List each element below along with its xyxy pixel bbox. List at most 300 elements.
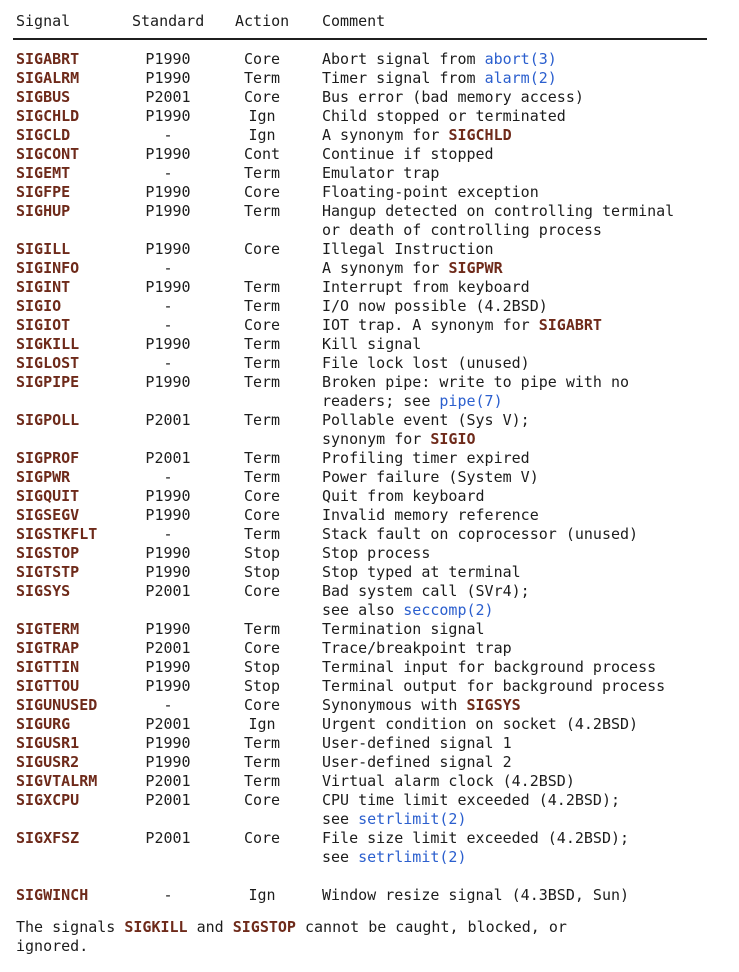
signal-name: SIGABRT — [16, 50, 80, 68]
text-segment: Invalid memory reference — [322, 506, 539, 524]
table-row — [16, 734, 726, 753]
signal-action: Core — [243, 829, 281, 847]
signal-comment — [322, 677, 726, 696]
signal-comment — [322, 506, 726, 525]
signal-name: SIGUSR1 — [16, 734, 80, 752]
signal-standard: - — [163, 468, 173, 486]
comment-line — [322, 202, 726, 221]
signal-action: Core — [243, 506, 281, 524]
signal-comment — [322, 297, 726, 316]
signals-table-body — [16, 50, 726, 905]
signal-action: Term — [243, 753, 281, 771]
signal-standard: P1990 — [145, 544, 191, 562]
signal-action: Ign — [248, 126, 276, 144]
text-segment: A synonym for — [322, 259, 449, 277]
text-segment: CPU time limit exceeded (4.2BSD); — [322, 791, 621, 809]
signal-standard: P1990 — [145, 753, 191, 771]
signal-name: SIGTRAP — [16, 639, 80, 657]
table-row — [16, 753, 726, 772]
text-segment: Pollable event (Sys V); — [322, 411, 530, 429]
signal-standard: P2001 — [145, 772, 191, 790]
signal-comment — [322, 563, 726, 582]
header-divider — [13, 38, 707, 40]
text-segment: Illegal Instruction — [322, 240, 494, 258]
signal-ref: SIGKILL — [124, 918, 188, 936]
signal-name: SIGXCPU — [16, 791, 80, 809]
signal-comment — [322, 354, 726, 373]
signal-name: SIGSTOP — [16, 544, 80, 562]
comment-line — [322, 316, 726, 335]
signal-comment — [322, 278, 726, 297]
signal-name: SIGTERM — [16, 620, 80, 638]
signal-ref: SIGCHLD — [448, 126, 512, 144]
signal-name: SIGCHLD — [16, 107, 80, 125]
table-row — [16, 164, 726, 183]
text-segment: Terminal output for background process — [322, 677, 666, 695]
signal-standard: - — [163, 886, 173, 904]
signal-comment — [322, 183, 726, 202]
signal-action: Core — [243, 791, 281, 809]
manpage-link[interactable]: setrlimit(2) — [358, 848, 467, 866]
signal-comment — [322, 69, 726, 88]
signal-comment — [322, 202, 726, 240]
text-segment: I/O now possible (4.2BSD) — [322, 297, 548, 315]
footer-note — [16, 918, 726, 956]
text-segment: Timer signal from — [322, 69, 485, 87]
text-segment: Synonymous with — [322, 696, 467, 714]
table-row — [16, 487, 726, 506]
table-row — [16, 696, 726, 715]
signal-action: Core — [243, 316, 281, 334]
text-segment: Trace/breakpoint trap — [322, 639, 512, 657]
signal-name: SIGKILL — [16, 335, 80, 353]
signal-comment — [322, 411, 726, 449]
signal-action: Term — [243, 620, 281, 638]
comment-line — [322, 164, 726, 183]
table-row — [16, 791, 726, 829]
signal-standard: P2001 — [145, 829, 191, 847]
signal-comment — [322, 373, 726, 411]
comment-line — [322, 392, 726, 411]
table-row — [16, 88, 726, 107]
comment-line — [322, 278, 726, 297]
signal-action: Term — [243, 468, 281, 486]
text-segment: Power failure (System V) — [322, 468, 539, 486]
signal-name: SIGIO — [16, 297, 62, 315]
table-row — [16, 373, 726, 411]
comment-line — [322, 772, 726, 791]
signal-standard: P1990 — [145, 69, 191, 87]
comment-line — [322, 411, 726, 430]
signal-standard: P1990 — [145, 506, 191, 524]
comment-line — [322, 259, 726, 278]
text-segment: ignored. — [16, 937, 89, 955]
signal-name: SIGLOST — [16, 354, 80, 372]
signal-action: Stop — [243, 563, 281, 581]
comment-line — [322, 335, 726, 354]
signal-name: SIGSYS — [16, 582, 71, 600]
table-header-row — [16, 12, 726, 31]
signal-standard: - — [163, 316, 173, 334]
signal-action: Ign — [248, 107, 276, 125]
footer-line — [16, 937, 726, 956]
signal-name: SIGUSR2 — [16, 753, 80, 771]
signal-action: Term — [243, 525, 281, 543]
signal-name: SIGSEGV — [16, 506, 80, 524]
table-row — [16, 525, 726, 544]
table-row — [16, 145, 726, 164]
signal-standard: - — [163, 126, 173, 144]
comment-line — [322, 69, 726, 88]
signal-comment — [322, 753, 726, 772]
signal-action: Term — [243, 278, 281, 296]
comment-line — [322, 50, 726, 69]
manpage-link[interactable]: seccomp(2) — [403, 601, 494, 619]
signal-comment — [322, 582, 726, 620]
signal-comment — [322, 487, 726, 506]
signal-name: SIGPOLL — [16, 411, 80, 429]
table-row — [16, 639, 726, 658]
comment-line — [322, 753, 726, 772]
signal-name: SIGTSTP — [16, 563, 80, 581]
signal-standard: P1990 — [145, 734, 191, 752]
comment-line — [322, 487, 726, 506]
signal-name: SIGURG — [16, 715, 71, 733]
comment-line — [322, 88, 726, 107]
table-row — [16, 202, 726, 240]
table-row — [16, 50, 726, 69]
comment-line — [322, 829, 726, 848]
text-segment: Interrupt from keyboard — [322, 278, 530, 296]
signal-comment — [322, 620, 726, 639]
comment-line — [322, 240, 726, 259]
signal-name: SIGALRM — [16, 69, 80, 87]
signal-name: SIGFPE — [16, 183, 71, 201]
table-row — [16, 107, 726, 126]
signal-standard: P1990 — [145, 240, 191, 258]
comment-line — [322, 563, 726, 582]
signal-standard: - — [163, 297, 173, 315]
comment-line — [322, 886, 726, 905]
text-segment: Child stopped or terminated — [322, 107, 566, 125]
signal-comment — [322, 449, 726, 468]
signal-comment — [322, 164, 726, 183]
text-segment: Stop process — [322, 544, 431, 562]
signal-standard: P2001 — [145, 791, 191, 809]
text-segment: Kill signal — [322, 335, 422, 353]
column-header-comment: Comment — [322, 12, 386, 30]
table-row — [16, 506, 726, 525]
table-row — [16, 411, 726, 449]
signal-comment — [322, 88, 726, 107]
comment-line — [322, 601, 726, 620]
table-row — [16, 468, 726, 487]
text-segment: A synonym for — [322, 126, 449, 144]
signal-name: SIGPROF — [16, 449, 80, 467]
signal-name: SIGPWR — [16, 468, 71, 486]
text-segment: Floating-point exception — [322, 183, 539, 201]
signal-standard: P1990 — [145, 278, 191, 296]
comment-line — [322, 715, 726, 734]
signal-standard: P2001 — [145, 449, 191, 467]
text-segment: see — [322, 810, 359, 828]
text-segment: Profiling timer expired — [322, 449, 530, 467]
comment-line — [322, 449, 726, 468]
comment-line — [322, 639, 726, 658]
signal-comment — [322, 544, 726, 563]
signal-name: SIGINFO — [16, 259, 80, 277]
manpage-link[interactable]: alarm(2) — [484, 69, 557, 87]
signal-standard: P2001 — [145, 88, 191, 106]
signal-standard: - — [163, 525, 173, 543]
signal-standard: P2001 — [145, 639, 191, 657]
text-segment: Abort signal from — [322, 50, 485, 68]
signal-action: Term — [243, 297, 281, 315]
signal-name: SIGCLD — [16, 126, 71, 144]
table-row — [16, 240, 726, 259]
text-segment: Emulator trap — [322, 164, 440, 182]
signal-name: SIGHUP — [16, 202, 71, 220]
text-segment: cannot be caught, blocked, or — [295, 918, 567, 936]
text-segment: File size limit exceeded (4.2BSD); — [322, 829, 630, 847]
table-row — [16, 829, 726, 867]
table-row — [16, 297, 726, 316]
comment-line — [322, 734, 726, 753]
signal-action: Term — [243, 734, 281, 752]
signal-comment — [322, 126, 726, 145]
text-segment: Virtual alarm clock (4.2BSD) — [322, 772, 575, 790]
column-header-standard: Standard — [132, 12, 205, 30]
signal-comment — [322, 145, 726, 164]
signal-standard: P2001 — [145, 582, 191, 600]
comment-line — [322, 221, 726, 240]
signal-action: Ign — [248, 715, 276, 733]
signal-action: Term — [243, 164, 281, 182]
signal-action: Term — [243, 354, 281, 372]
signal-action: Ign — [248, 886, 276, 904]
comment-line — [322, 354, 726, 373]
signal-action: Term — [243, 69, 281, 87]
signal-ref: SIGSTOP — [232, 918, 296, 936]
signal-standard: P1990 — [145, 677, 191, 695]
signal-comment — [322, 715, 726, 734]
signal-comment — [322, 696, 726, 715]
table-row — [16, 544, 726, 563]
comment-line — [322, 126, 726, 145]
comment-line — [322, 373, 726, 392]
signal-action: Term — [243, 335, 281, 353]
signal-comment — [322, 734, 726, 753]
signal-name: SIGTTIN — [16, 658, 80, 676]
signal-action: Core — [243, 639, 281, 657]
table-row — [16, 449, 726, 468]
signal-standard: P2001 — [145, 715, 191, 733]
signal-comment — [322, 791, 726, 829]
table-row — [16, 582, 726, 620]
signal-action: Core — [243, 183, 281, 201]
text-segment: Stop typed at terminal — [322, 563, 521, 581]
text-segment: Bus error (bad memory access) — [322, 88, 584, 106]
comment-line — [322, 696, 726, 715]
table-row — [16, 677, 726, 696]
text-segment: Terminal input for background process — [322, 658, 657, 676]
signal-standard: P1990 — [145, 335, 191, 353]
signal-comment — [322, 658, 726, 677]
text-segment: Window resize signal (4.3BSD, Sun) — [322, 886, 630, 904]
signal-comment — [322, 50, 726, 69]
signal-action: Stop — [243, 658, 281, 676]
comment-line — [322, 107, 726, 126]
signal-name: SIGXFSZ — [16, 829, 80, 847]
text-segment: Hangup detected on controlling terminal — [322, 202, 675, 220]
text-segment: Continue if stopped — [322, 145, 494, 163]
signal-action: Core — [243, 88, 281, 106]
signal-ref: SIGSYS — [466, 696, 521, 714]
manpage-link[interactable]: pipe(7) — [439, 392, 503, 410]
table-row — [16, 278, 726, 297]
manpage-link[interactable]: abort(3) — [484, 50, 557, 68]
text-segment: The signals — [16, 918, 125, 936]
signal-name: SIGILL — [16, 240, 71, 258]
signal-action: Term — [243, 373, 281, 391]
signal-action: Core — [243, 582, 281, 600]
signal-comment — [322, 639, 726, 658]
signal-comment — [322, 886, 726, 905]
signal-name: SIGUNUSED — [16, 696, 98, 714]
text-segment: File lock lost (unused) — [322, 354, 530, 372]
signal-standard: P1990 — [145, 487, 191, 505]
signal-name: SIGPIPE — [16, 373, 80, 391]
signal-ref: SIGPWR — [448, 259, 503, 277]
column-header-signal: Signal — [16, 12, 71, 30]
signal-name: SIGINT — [16, 278, 71, 296]
table-row — [16, 620, 726, 639]
signal-name: SIGBUS — [16, 88, 71, 106]
signal-standard: P1990 — [145, 202, 191, 220]
signal-standard: P1990 — [145, 373, 191, 391]
comment-line — [322, 544, 726, 563]
signal-comment — [322, 316, 726, 335]
signal-standard: P2001 — [145, 411, 191, 429]
table-row — [16, 354, 726, 373]
table-row — [16, 886, 726, 905]
table-row — [16, 69, 726, 88]
manpage-link[interactable]: setrlimit(2) — [358, 810, 467, 828]
comment-line — [322, 620, 726, 639]
signal-standard: P1990 — [145, 183, 191, 201]
table-row — [16, 715, 726, 734]
signal-standard: P1990 — [145, 563, 191, 581]
table-row — [16, 126, 726, 145]
signal-name: SIGTTOU — [16, 677, 80, 695]
comment-line — [322, 658, 726, 677]
comment-line — [322, 677, 726, 696]
comment-line — [322, 297, 726, 316]
footer-line — [16, 918, 726, 937]
comment-line — [322, 506, 726, 525]
comment-line — [322, 791, 726, 810]
table-row — [16, 772, 726, 791]
text-segment: Termination signal — [322, 620, 485, 638]
signal-comment — [322, 240, 726, 259]
text-segment: IOT trap. A synonym for — [322, 316, 539, 334]
table-row — [16, 658, 726, 677]
signal-standard: P1990 — [145, 145, 191, 163]
text-segment: Bad system call (SVr4); — [322, 582, 530, 600]
text-segment: Quit from keyboard — [322, 487, 485, 505]
text-segment: User-defined signal 1 — [322, 734, 512, 752]
signal-standard: - — [163, 354, 173, 372]
signal-action: Cont — [243, 145, 281, 163]
signal-comment — [322, 335, 726, 354]
text-segment: and — [187, 918, 233, 936]
table-row — [16, 259, 726, 278]
signal-standard: - — [163, 259, 173, 277]
signal-comment — [322, 829, 726, 867]
signal-action: Term — [243, 202, 281, 220]
text-segment: see also — [322, 601, 404, 619]
comment-line — [322, 848, 726, 867]
signal-action: Core — [243, 240, 281, 258]
signal-action: Term — [243, 772, 281, 790]
text-segment: see — [322, 848, 359, 866]
text-segment: readers; see — [322, 392, 440, 410]
signal-name: SIGWINCH — [16, 886, 89, 904]
table-row — [16, 563, 726, 582]
signal-action: Core — [243, 487, 281, 505]
signal-standard: - — [163, 164, 173, 182]
signal-name: SIGQUIT — [16, 487, 80, 505]
signal-standard: P1990 — [145, 658, 191, 676]
signal-standard: P1990 — [145, 50, 191, 68]
signal-action: Term — [243, 411, 281, 429]
signal-action: Stop — [243, 544, 281, 562]
signal-standard: P1990 — [145, 620, 191, 638]
table-row — [16, 335, 726, 354]
text-segment: Urgent condition on socket (4.2BSD) — [322, 715, 639, 733]
signal-action — [235, 259, 289, 278]
signal-action: Core — [243, 50, 281, 68]
table-row — [16, 183, 726, 202]
text-segment: or death of controlling process — [322, 221, 602, 239]
signal-name: SIGVTALRM — [16, 772, 98, 790]
signal-action: Core — [243, 696, 281, 714]
signal-name: SIGCONT — [16, 145, 80, 163]
signal-name: SIGSTKFLT — [16, 525, 98, 543]
signal-comment — [322, 259, 726, 278]
signal-comment — [322, 468, 726, 487]
text-segment: synonym for — [322, 430, 431, 448]
signal-comment — [322, 107, 726, 126]
comment-line — [322, 430, 726, 449]
signal-ref: SIGABRT — [538, 316, 602, 334]
comment-line — [322, 145, 726, 164]
signal-standard: - — [163, 696, 173, 714]
text-segment: User-defined signal 2 — [322, 753, 512, 771]
table-row — [16, 316, 726, 335]
signal-comment — [322, 525, 726, 544]
text-segment: Stack fault on coprocessor (unused) — [322, 525, 639, 543]
signal-standard: P1990 — [145, 107, 191, 125]
signal-comment — [322, 772, 726, 791]
signal-name: SIGIOT — [16, 316, 71, 334]
comment-line — [322, 468, 726, 487]
signal-action: Stop — [243, 677, 281, 695]
column-header-action: Action — [235, 12, 290, 30]
comment-line — [322, 525, 726, 544]
signal-name: SIGEMT — [16, 164, 71, 182]
comment-line — [322, 582, 726, 601]
